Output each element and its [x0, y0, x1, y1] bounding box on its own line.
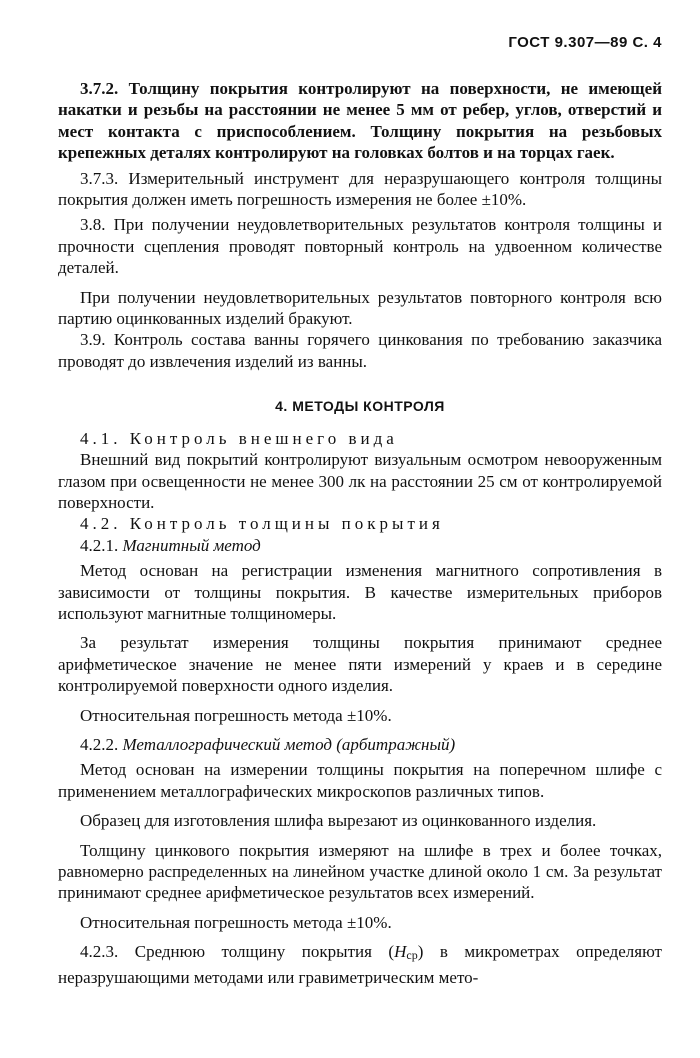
paragraph-4-2-3-end: ) в микрометрах определяют неразрушающими методами или гравиметрическим мето- [58, 942, 662, 987]
paragraph-4-2-2-d: Относительная погрешность метода ±10%. [80, 912, 392, 932]
paragraph-4-2-2-b: Образец для изготовления шлифа вырезают из оцинкованного изделия. [80, 811, 597, 831]
heading-4-2-1 [58, 535, 662, 556]
document-page [58, 0, 662, 1058]
heading-4-2-2 [58, 734, 662, 755]
page-header: ГОСТ 9.307—89 С. 4 [508, 34, 662, 51]
paragraph-4-2-1-c: Относительная погрешность метода ±10%. [80, 705, 392, 725]
paragraph-4-1: Внешний вид покрытий контролируют визуальным осмотром невооруженным глазом при освещенности не менее 300 лк на расстоянии 25 см от контролируемой поверхности. [58, 450, 662, 512]
heading-4-1: 4.1. Контроль внешнего вида [80, 428, 398, 448]
paragraph-4-2-3-start: 4.2.3. Среднюю толщину покрытия ( [80, 942, 395, 962]
heading-4-2: 4.2. Контроль толщины покрытия [80, 514, 444, 534]
paragraph-3-9: 3.9. Контроль состава ванны горячего цинкования по требованию заказчика проводят до извлечения изделий из ванны. [58, 330, 662, 371]
paragraph-3-8: 3.8. При получении неудовлетворительных результатов контроля толщины и прочности сцепления проводят повторный контроль на удвоенном количестве деталей. [58, 215, 662, 278]
paragraph-4-2-1-b: За результат измерения толщины покрытия принимают среднее арифметическое значение не менее пяти измерений у краев и в середине контролируемой поверхности одного изделия. [58, 633, 662, 696]
paragraph-3-7-2: 3.7.2. Толщину покрытия контролируют на поверхности, не имеющей накатки и резьбы на расстоянии не менее 5 мм от ребер, углов, отверстий и мест контакта с приспособлением. Толщину покрытия на резьбовых крепежных деталях контролируют на головках болтов и на торцах гаек. [58, 79, 662, 163]
heading-4-2-2-title: Металлографический метод (арбитражный) [122, 734, 456, 754]
thickness-symbol: H [394, 942, 407, 962]
section-title-4: 4. МЕТОДЫ КОНТРОЛЯ [275, 398, 445, 415]
paragraph-3-8-repeat: При получении неудовлетворительных результатов повторного контроля всю партию оцинкованных изделий бракуют. [58, 287, 662, 329]
document-body [58, 78, 662, 988]
paragraph-4-2-2-a: Метод основан на измерении толщины покрытия на поперечном шлифе с применением металлографических микроскопов различных типов. [58, 760, 662, 801]
heading-4-2-2-number: 4.2.2. [80, 734, 119, 754]
heading-4-2-1-number: 4.2.1. [80, 535, 119, 555]
thickness-symbol-subscript: ср [406, 948, 418, 963]
paragraph-3-7-3: 3.7.3. Измерительный инструмент для неразрушающего контроля толщины покрытия должен иметь погрешность измерения не более ±10%. [58, 168, 662, 210]
paragraph-4-2-3 [58, 941, 662, 988]
paragraph-4-2-1-a: Метод основан на регистрации изменения магнитного сопротивления в зависимости от толщины покрытия. В качестве измерительных приборов используют магнитные толщиномеры. [58, 561, 662, 623]
paragraph-4-2-2-c: Толщину цинкового покрытия измеряют на шлифе в трех и более точках, равномерно распределенных на линейном участке длиной около 1 см. За результат принимают среднее арифметическое результатов всех измерений. [58, 840, 662, 903]
heading-4-2-1-title: Магнитный метод [122, 535, 261, 555]
